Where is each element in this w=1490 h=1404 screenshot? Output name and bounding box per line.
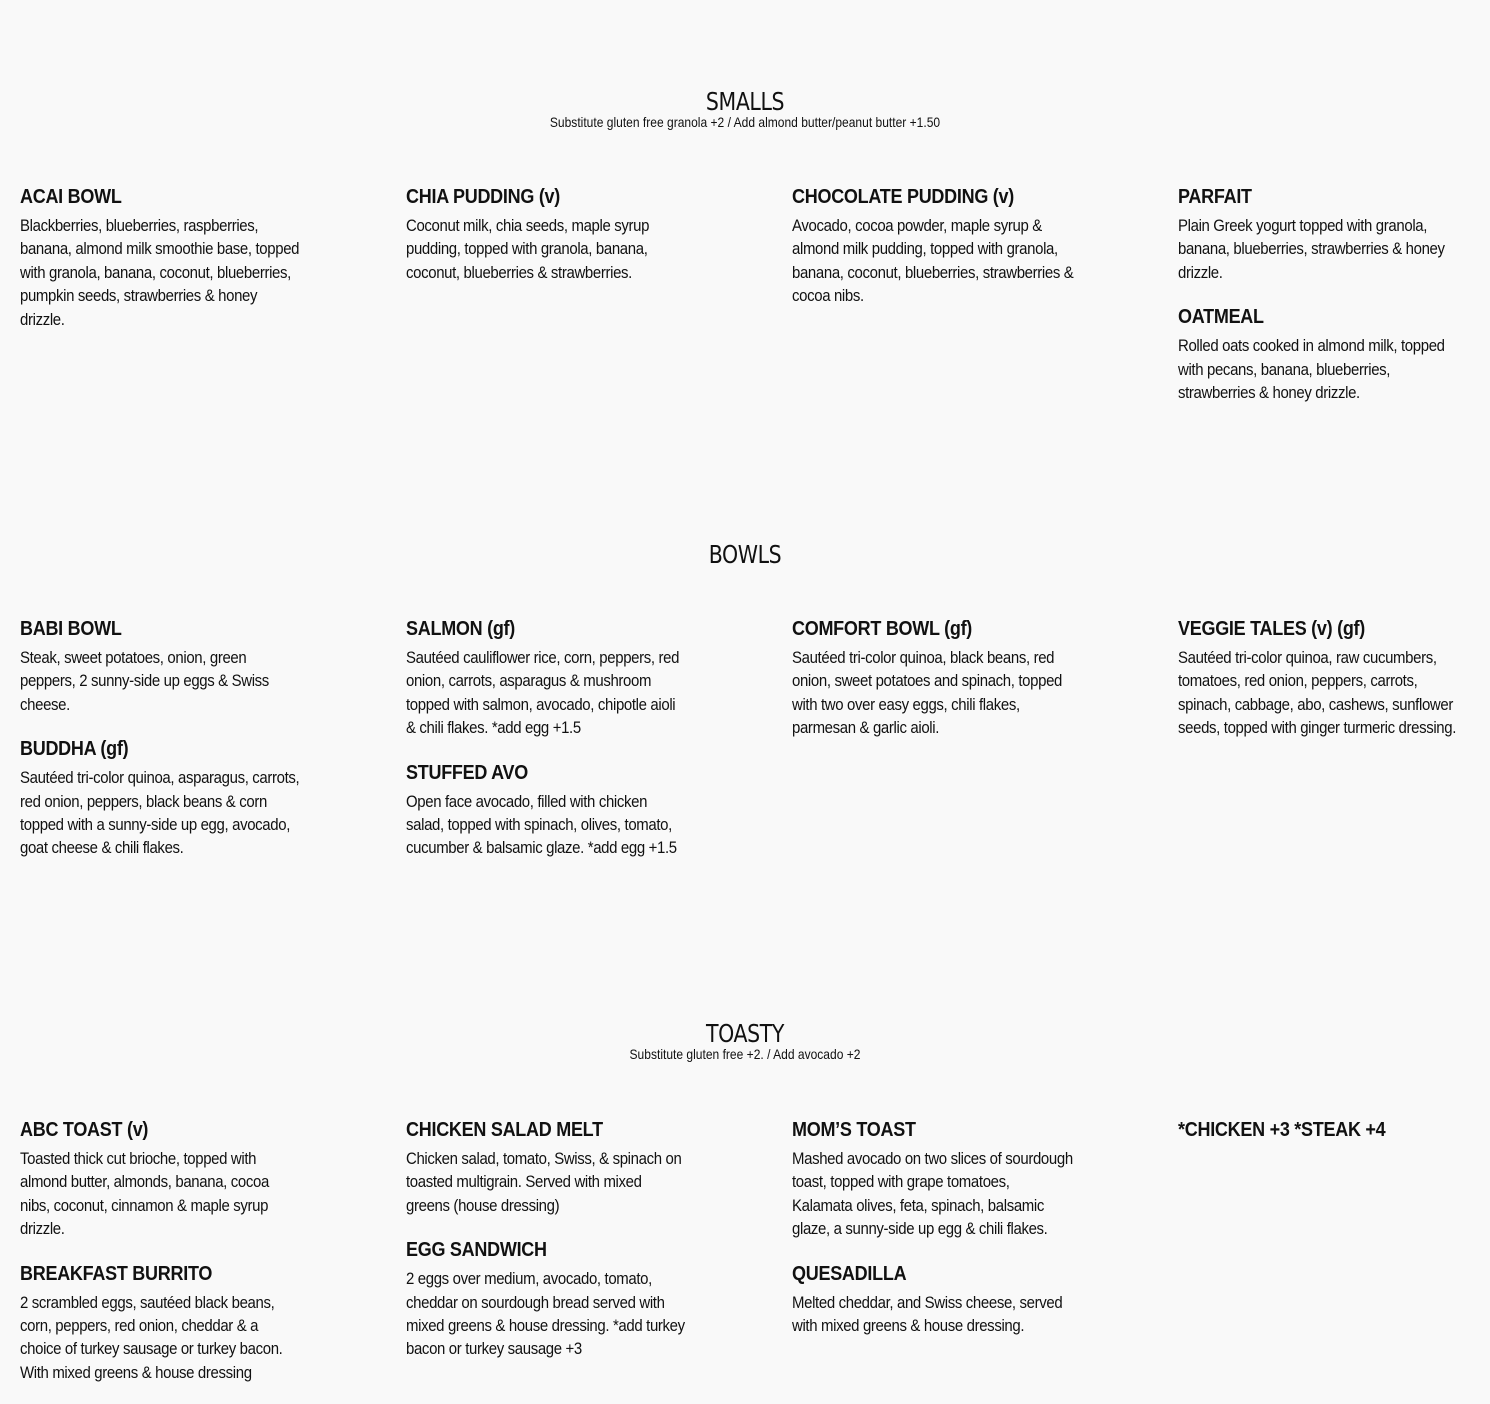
item-description: Rolled oats cooked in almond milk, topped with pecans, banana, blueberries, strawberries & honey drizzle. [1178,336,1445,403]
menu-item [1178,616,1468,740]
item-name: CHICKEN SALAD MELT [406,1119,603,1141]
item-description: Toasted thick cut brioche, topped with almond butter, almonds, banana, cocoa nibs, coconut, cinnamon & maple syrup drizzle. [20,1149,269,1239]
toasty-column-2 [406,1117,696,1381]
item-description: Sautéed tri-color quinoa, black beans, red onion, sweet potatoes and spinach, topped with two over easy eggs, chili flakes, parmesan & garlic aioli. [792,648,1063,738]
bowls-column-2 [406,616,696,880]
menu-item [20,184,310,331]
item-description: Sautéed tri-color quinoa, raw cucumbers, tomatoes, red onion, peppers, carrots, spinach, cabbage, abo, cashews, sunflower seeds, topped with ginger turmeric dressing. [1178,648,1457,738]
bowls-column-4 [1178,616,1468,760]
item-description: Chicken salad, tomato, Swiss, & spinach on toasted multigrain. Served with mixed greens (house dressing) [406,1149,682,1215]
item-description: Sautéed tri-color quinoa, asparagus, carrots, red onion, peppers, black beans & corn topped with a sunny-side up egg, avocado, goat cheese & chili flakes. [20,768,300,858]
item-name: BABI BOWL [20,618,122,640]
menu-item [20,736,310,860]
item-name: PARFAIT [1178,186,1252,208]
section-title-smalls: SMALLS [705,87,785,116]
item-name: VEGGIE TALES (v) (gf) [1178,618,1366,640]
item-description: Steak, sweet potatoes, onion, green peppers, 2 sunny-side up eggs & Swiss cheese. [20,648,269,714]
item-name: BREAKFAST BURRITO [20,1262,213,1285]
item-name: MOM’S TOAST [792,1119,916,1141]
menu-item [20,1117,310,1241]
item-name: CHOCOLATE PUDDING (v) [792,186,1015,208]
menu-item [406,184,696,284]
item-name: *CHICKEN +3 *STEAK +4 [1178,1119,1386,1141]
menu-item [1178,184,1468,284]
item-description: Mashed avocado on two slices of sourdough toast, topped with grape tomatoes, Kalamata olives, feta, spinach, balsamic glaze, a sunny-side up egg & chili flakes. [792,1149,1073,1239]
item-description: Blackberries, blueberries, raspberries, banana, almond milk smoothie base, topped with granola, banana, coconut, blueberries, pumpkin seeds, strawberries & honey drizzle. [20,216,300,329]
menu-item [792,616,1082,740]
menu-item [406,616,696,740]
item-description: Plain Greek yogurt topped with granola, banana, blueberries, strawberries & honey drizzle. [1178,216,1445,282]
menu-item [792,1261,1082,1338]
item-name: OATMEAL [1178,306,1264,329]
menu-item [792,184,1082,308]
toasty-column-3 [792,1117,1082,1357]
item-description: Sautéed cauliflower rice, corn, peppers, red onion, carrots, asparagus & mushroom topped with salmon, avocado, chipotle aioli & chili flakes. *add egg +1.5 [406,648,680,738]
section-note-toasty: Substitute gluten free +2. / Add avocado +2 [629,1046,861,1062]
item-description: Avocado, cocoa powder, maple syrup & almond milk pudding, topped with granola, banana, coconut, blueberries, strawberries & cocoa nibs. [792,216,1074,306]
menu-item [406,760,696,860]
item-name: STUFFED AVO [406,761,529,784]
menu-item [20,616,310,716]
item-description: 2 eggs over medium, avocado, tomato, cheddar on sourdough bread served with mixed greens & house dressing. *add turkey bacon or turkey sausage +3 [406,1269,685,1359]
bowls-column-1 [20,616,310,880]
menu-item [1178,1117,1468,1143]
toasty-column-1 [20,1117,310,1404]
menu-item [20,1261,310,1385]
item-name: SALMON (gf) [406,618,516,640]
item-name: COMFORT BOWL (gf) [792,618,973,640]
section-title-bowls: BOWLS [708,540,782,569]
item-description: 2 scrambled eggs, sautéed black beans, corn, peppers, red onion, cheddar & a choice of turkey sausage or turkey bacon. With mixed greens & house dressing [20,1292,283,1382]
item-name: CHIA PUDDING (v) [406,186,561,208]
item-description: Melted cheddar, and Swiss cheese, served with mixed greens & house dressing. [792,1292,1063,1336]
smalls-column-3 [792,184,1082,328]
item-name: EGG SANDWICH [406,1239,547,1262]
smalls-column-1 [20,184,310,351]
item-name: ACAI BOWL [20,186,122,208]
section-note-smalls: Substitute gluten free granola +2 / Add almond butter/peanut butter +1.50 [549,114,941,130]
item-name: ABC TOAST (v) [20,1119,149,1141]
menu-item [406,1237,696,1361]
menu-item [792,1117,1082,1241]
smalls-column-2 [406,184,696,304]
smalls-column-4 [1178,184,1468,424]
menu-item [1178,304,1468,404]
item-name: BUDDHA (gf) [20,738,129,761]
bowls-column-3 [792,616,1082,760]
section-title-toasty: TOASTY [706,1019,784,1048]
item-name: QUESADILLA [792,1262,907,1285]
item-description: Coconut milk, chia seeds, maple syrup pudding, topped with granola, banana, coconut, blueberries & strawberries. [406,216,650,282]
item-description: Open face avocado, filled with chicken salad, topped with spinach, olives, tomato, cucumber & balsamic glaze. *add egg +1.5 [406,791,677,858]
menu-item [406,1117,696,1217]
toasty-column-4 [1178,1117,1468,1163]
